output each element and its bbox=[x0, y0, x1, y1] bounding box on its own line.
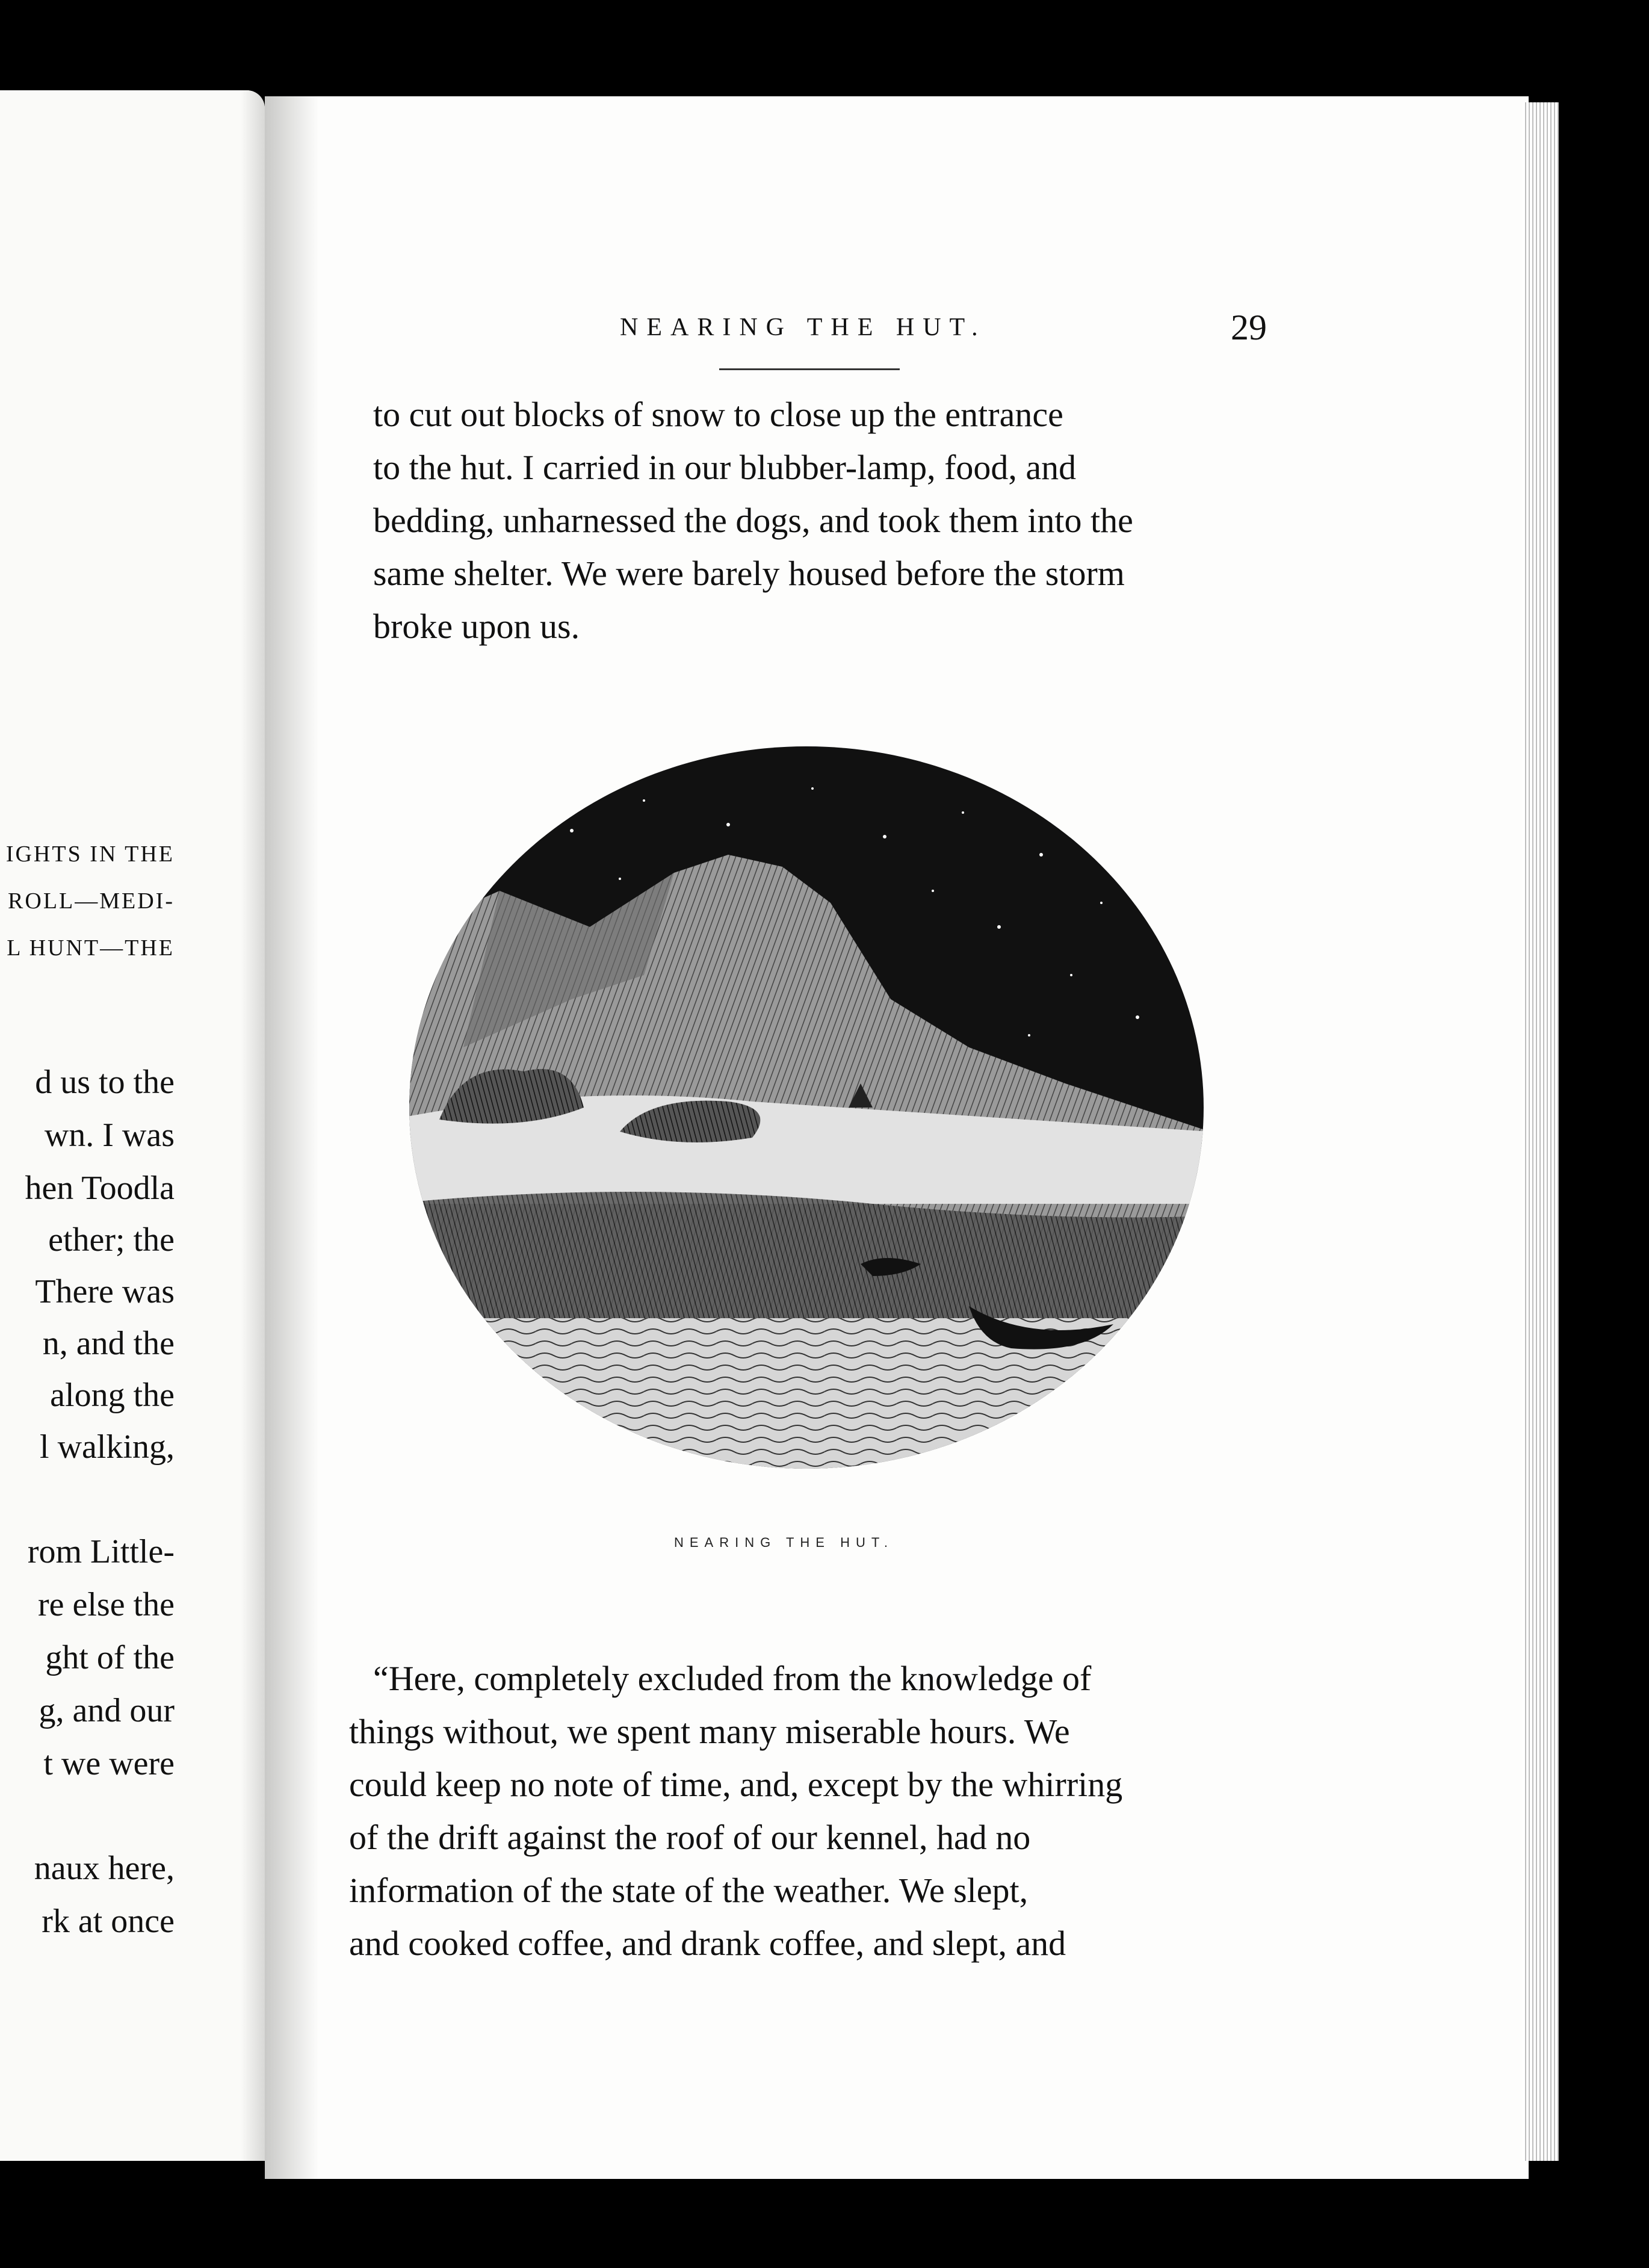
paragraph-line: same shelter. We were barely housed before the storm bbox=[373, 554, 1125, 593]
left-page-line: rk at once bbox=[42, 1903, 175, 1940]
paragraph-line: information of the state of the weather. We slept, bbox=[349, 1871, 1029, 1910]
left-page-line: d us to the bbox=[35, 1064, 175, 1101]
paragraph-line: could keep no note of time, and, except by the whirring bbox=[349, 1765, 1123, 1804]
left-page-line: wn. I was bbox=[44, 1117, 175, 1154]
left-page-line: along the bbox=[50, 1377, 175, 1414]
left-page-line: n, and the bbox=[42, 1325, 175, 1362]
paragraph-line: and cooked coffee, and drank coffee, and slept, and bbox=[349, 1924, 1066, 1963]
page-number: 29 bbox=[1231, 308, 1267, 347]
left-page-line: hen Toodla bbox=[25, 1170, 175, 1207]
left-page-line: t we were bbox=[43, 1745, 175, 1782]
paragraph-line: to cut out blocks of snow to close up the entrance bbox=[373, 395, 1063, 434]
running-head: NEARING THE HUT. bbox=[620, 314, 986, 341]
left-page bbox=[0, 90, 265, 2161]
left-page-line: L HUNT—THE bbox=[7, 935, 175, 961]
left-page-line: naux here, bbox=[34, 1850, 175, 1887]
paragraph-line: bedding, unharnessed the dogs, and took them into the bbox=[373, 501, 1133, 540]
paragraph-line: of the drift against the roof of our kennel, had no bbox=[349, 1818, 1031, 1857]
header-rule bbox=[719, 368, 900, 370]
left-page-line: There was bbox=[35, 1273, 175, 1310]
paragraph-line: things without, we spent many miserable hours. We bbox=[349, 1712, 1070, 1751]
left-page-line: IGHTS IN THE bbox=[5, 841, 175, 867]
left-page-line: rom Little- bbox=[27, 1533, 175, 1570]
left-page-line: ether; the bbox=[48, 1221, 175, 1259]
left-page-line: l walking, bbox=[40, 1428, 175, 1466]
left-page-line: g, and our bbox=[39, 1692, 175, 1729]
book-page-edges bbox=[1523, 102, 1559, 2161]
paragraph-line: “Here, completely excluded from the knowledge of bbox=[373, 1659, 1092, 1698]
paragraph-line: broke upon us. bbox=[373, 607, 580, 646]
left-page-line: ROLL—MEDI- bbox=[8, 888, 175, 914]
figure-caption: NEARING THE HUT. bbox=[674, 1535, 894, 1550]
paragraph-line: to the hut. I carried in our blubber-lamp, food, and bbox=[373, 448, 1077, 487]
right-page-gutter bbox=[265, 96, 319, 2179]
foreground-ice bbox=[391, 1318, 1210, 1493]
engraving-illustration bbox=[391, 746, 1210, 1493]
left-page-gutter bbox=[241, 90, 265, 2161]
left-page-line: re else the bbox=[38, 1586, 175, 1623]
left-page-line: ght of the bbox=[45, 1639, 175, 1676]
